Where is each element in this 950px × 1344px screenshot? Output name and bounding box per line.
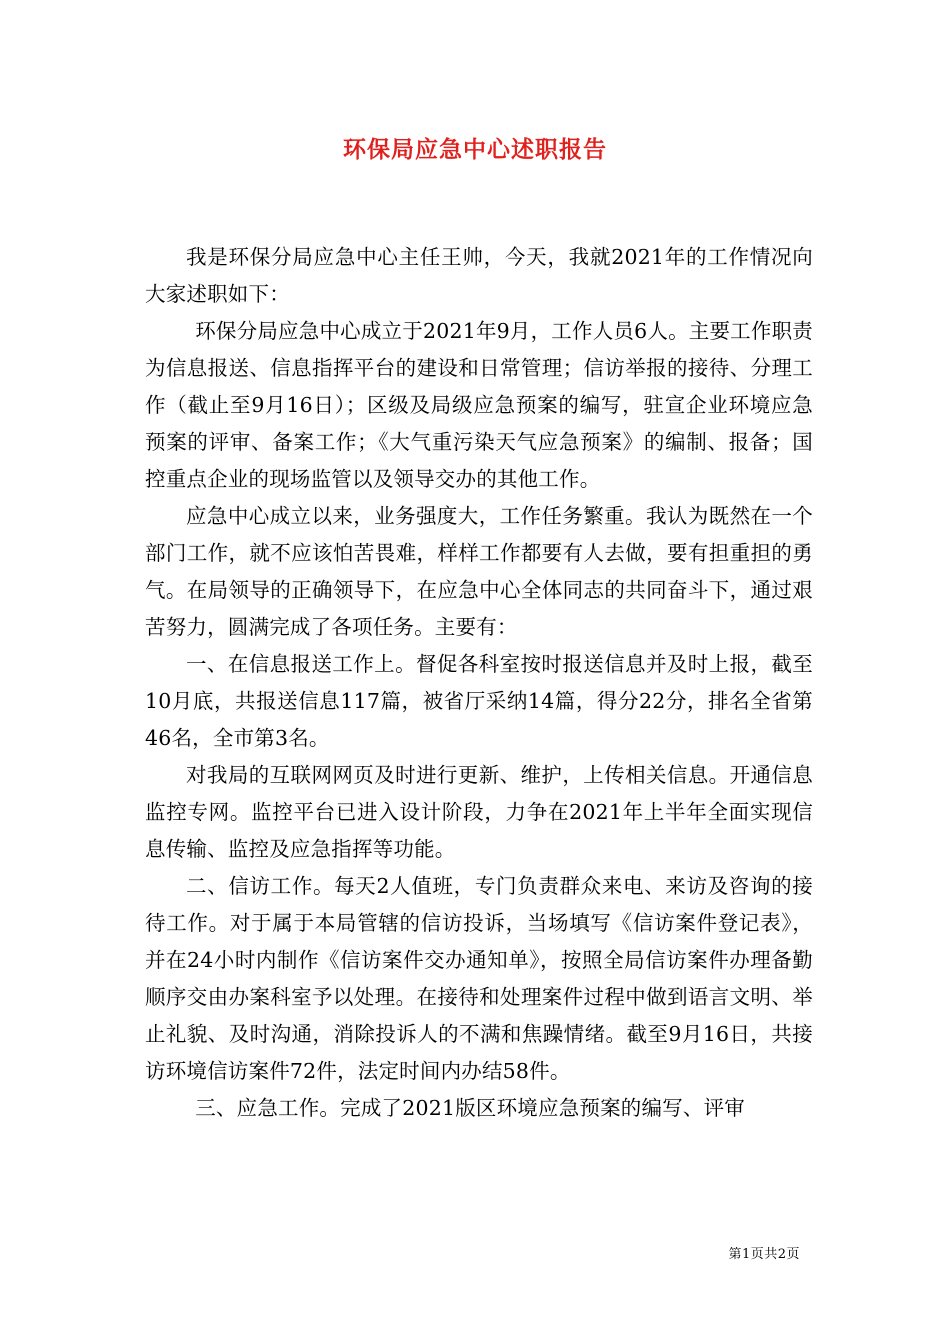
paragraph-information-reporting: 一、在信息报送工作上。督促各科室按时报送信息并及时上报，截至10月底，共报送信息117篇，被省厅采纳14篇，得分22分，排名全省第46名，全市第3名。 [145,652,813,750]
document-body [145,239,813,1127]
paragraph-intro: 我是环保分局应急中心主任王帅，今天，我就2021年的工作情况向大家述职如下： [145,245,813,306]
page-number: 第1页共2页 [728,1247,800,1262]
document-title: 环保局应急中心述职报告 [343,136,607,163]
paragraph-petitions: 二、信访工作。每天2人值班，专门负责群众来电、来访及咨询的接待工作。对于属于本局管辖的信访投诉，当场填写《信访案件登记表》，并在24小时内制作《信访案件交办通知单》，按照全局信访案件办理备勤顺序交由办案科室予以处理。在接待和处理案件过程中做到语言文明、举止礼貌、及时沟通，消除投诉人的不满和焦躁情绪。截至9月16日，共接访环境信访案件72件，法定时间内办结58件。 [145,874,813,1083]
paragraph-website-maintenance: 对我局的互联网网页及时进行更新、维护，上传相关信息。开通信息监控专网。监控平台已进入设计阶段，力争在2021年上半年全面实现信息传输、监控及应急指挥等功能。 [145,763,813,861]
paragraph-summary: 应急中心成立以来，业务强度大，工作任务繁重。我认为既然在一个部门工作，就不应该怕苦畏难，样样工作都要有人去做，要有担重担的勇气。在局领导的正确领导下，在应急中心全体同志的共同奋斗下，通过艰苦努力，圆满完成了各项任务。主要有： [145,504,813,639]
paragraph-overview: 环保分局应急中心成立于2021年9月，工作人员6人。主要工作职责为信息报送、信息指挥平台的建设和日常管理；信访举报的接待、分理工作（截止至9月16日）；区级及局级应急预案的编写，驻宣企业环境应急预案的评审、备案工作；《大气重污染天气应急预案》的编制、报备；国控重点企业的现场监管以及领导交办的其他工作。 [145,319,813,491]
paragraph-emergency-work: 三、应急工作。完成了2021版区环境应急预案的编写、评审 [195,1096,745,1120]
